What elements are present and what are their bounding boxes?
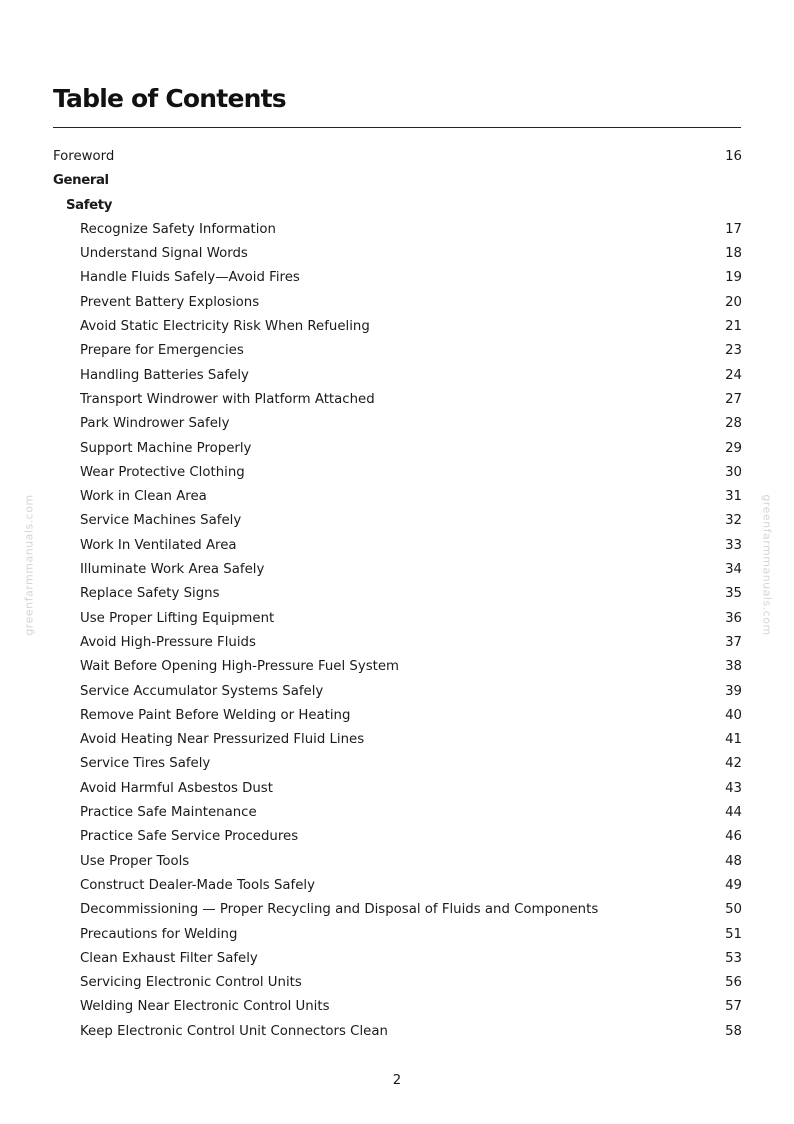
toc-entry[interactable] [53,485,742,509]
toc-entry[interactable] [53,461,742,485]
toc-entry-label: Wait Before Opening High-Pressure Fuel System [80,659,399,675]
page-title: Table of Contents [53,84,286,113]
toc-entry[interactable] [53,607,742,631]
toc-entry-label: Welding Near Electronic Control Units [80,999,330,1015]
toc-entry[interactable] [53,339,742,363]
toc-entry-page: 30 [725,464,742,480]
toc-entry-label: Transport Windrower with Platform Attached [80,391,375,407]
toc-entry-label: Remove Paint Before Welding or Heating [80,707,351,723]
toc-entry-label: Work in Clean Area [80,489,207,505]
toc-entry-page: 29 [725,440,742,456]
toc-entry-page: 57 [725,999,742,1015]
toc-entry-label: Construct Dealer-Made Tools Safely [80,877,315,893]
toc-entry-label: Illuminate Work Area Safely [80,562,265,578]
toc-heading-label: General [53,173,109,189]
toc-entry[interactable] [53,947,742,971]
toc-list [53,145,742,1044]
toc-entry[interactable] [53,412,742,436]
toc-entry[interactable] [53,923,742,947]
toc-entry[interactable] [53,850,742,874]
toc-entry[interactable] [53,437,742,461]
toc-entry[interactable] [53,898,742,922]
toc-entry-page: 41 [725,732,742,748]
toc-entry-page: 44 [725,805,742,821]
toc-entry-page: 21 [725,319,742,335]
toc-entry[interactable] [53,825,742,849]
toc-entry-label: Service Tires Safely [80,756,211,772]
toc-entry-page: 27 [725,391,742,407]
toc-entry-label: Use Proper Tools [80,853,190,869]
toc-entry-page: 36 [725,610,742,626]
toc-section-heading [53,169,742,193]
toc-entry-label: Service Accumulator Systems Safely [80,683,324,699]
toc-entry-label: Prepare for Emergencies [80,343,244,359]
toc-entry-page: 16 [725,149,742,164]
toc-entry-label: Precautions for Welding [80,926,238,942]
toc-entry[interactable] [53,291,742,315]
page-number: 2 [392,1073,402,1088]
toc-entry-label: Avoid High-Pressure Fluids [80,634,256,650]
toc-entry-label: Replace Safety Signs [80,586,220,602]
toc-entry-page: 51 [725,926,742,942]
toc-entry-page: 19 [725,270,742,286]
toc-entry-page: 56 [725,975,742,991]
toc-entry-page: 23 [725,343,742,359]
toc-entry[interactable] [53,242,742,266]
toc-entry-label: Clean Exhaust Filter Safely [80,950,258,966]
toc-entry-label: Avoid Heating Near Pressurized Fluid Lines [80,732,365,748]
toc-entry-label: Decommissioning — Proper Recycling and Disposal of Fluids and Components [80,902,599,918]
toc-entry-label: Support Machine Properly [80,440,252,456]
toc-entry-label: Keep Electronic Control Unit Connectors Clean [80,1023,388,1039]
title-divider [53,127,741,128]
toc-entry[interactable] [53,752,742,776]
toc-entry-page: 42 [725,756,742,772]
toc-entry[interactable] [53,971,742,995]
toc-entry[interactable] [53,364,742,388]
toc-entry[interactable] [53,145,742,169]
toc-entry-page: 40 [725,707,742,723]
toc-entry-page: 28 [725,416,742,432]
toc-entry[interactable] [53,655,742,679]
toc-entry-label: Avoid Static Electricity Risk When Refueling [80,319,370,335]
watermark-right: greenfarmmanuals.com [760,494,774,636]
toc-entry-page: 32 [725,513,742,529]
toc-entry-label: Practice Safe Service Procedures [80,829,299,845]
toc-entry[interactable] [53,995,742,1019]
toc-entry-label: Wear Protective Clothing [80,464,245,480]
toc-entry[interactable] [53,582,742,606]
toc-entry-page: 34 [725,562,742,578]
toc-entry[interactable] [53,1020,742,1044]
toc-entry-page: 17 [725,221,742,237]
toc-entry[interactable] [53,874,742,898]
toc-entry[interactable] [53,728,742,752]
toc-entry[interactable] [53,801,742,825]
toc-entry-label: Practice Safe Maintenance [80,805,257,821]
toc-entry-page: 48 [725,853,742,869]
toc-entry-label: Recognize Safety Information [80,221,276,237]
toc-entry-page: 38 [725,659,742,675]
toc-entry-label: Work In Ventilated Area [80,537,237,553]
toc-entry-label: Foreword [53,149,115,164]
toc-entry-label: Use Proper Lifting Equipment [80,610,275,626]
toc-entry-label: Handling Batteries Safely [80,367,249,383]
toc-entry-page: 43 [725,780,742,796]
toc-entry[interactable] [53,266,742,290]
toc-entry-page: 18 [725,246,742,262]
toc-entry-page: 49 [725,877,742,893]
toc-heading-label: Safety [66,197,112,213]
toc-entry[interactable] [53,388,742,412]
toc-entry-page: 39 [725,683,742,699]
toc-entry-page: 37 [725,634,742,650]
toc-entry[interactable] [53,631,742,655]
toc-entry-label: Servicing Electronic Control Units [80,975,302,991]
toc-entry-page: 53 [725,950,742,966]
toc-entry-page: 35 [725,586,742,602]
toc-entry-page: 50 [725,902,742,918]
toc-entry-page: 20 [725,294,742,310]
toc-entry[interactable] [53,680,742,704]
watermark-left: greenfarmmanuals.com [22,494,36,636]
toc-entry[interactable] [53,315,742,339]
toc-entry-page: 24 [725,367,742,383]
toc-entry[interactable] [53,704,742,728]
toc-entry-label: Service Machines Safely [80,513,242,529]
toc-entry-page: 33 [725,537,742,553]
toc-entry-page: 31 [725,489,742,505]
toc-entry[interactable] [53,534,742,558]
toc-entry-label: Understand Signal Words [80,246,248,262]
toc-entry-page: 46 [725,829,742,845]
toc-entry-label: Avoid Harmful Asbestos Dust [80,780,273,796]
toc-entry[interactable] [53,777,742,801]
toc-entry-page: 58 [725,1023,742,1039]
toc-subsection-heading [53,194,742,218]
toc-entry[interactable] [53,558,742,582]
toc-entry[interactable] [53,218,742,242]
toc-entry-label: Handle Fluids Safely—Avoid Fires [80,270,300,286]
toc-entry-label: Prevent Battery Explosions [80,294,260,310]
toc-entry-label: Park Windrower Safely [80,416,230,432]
toc-entry[interactable] [53,509,742,533]
